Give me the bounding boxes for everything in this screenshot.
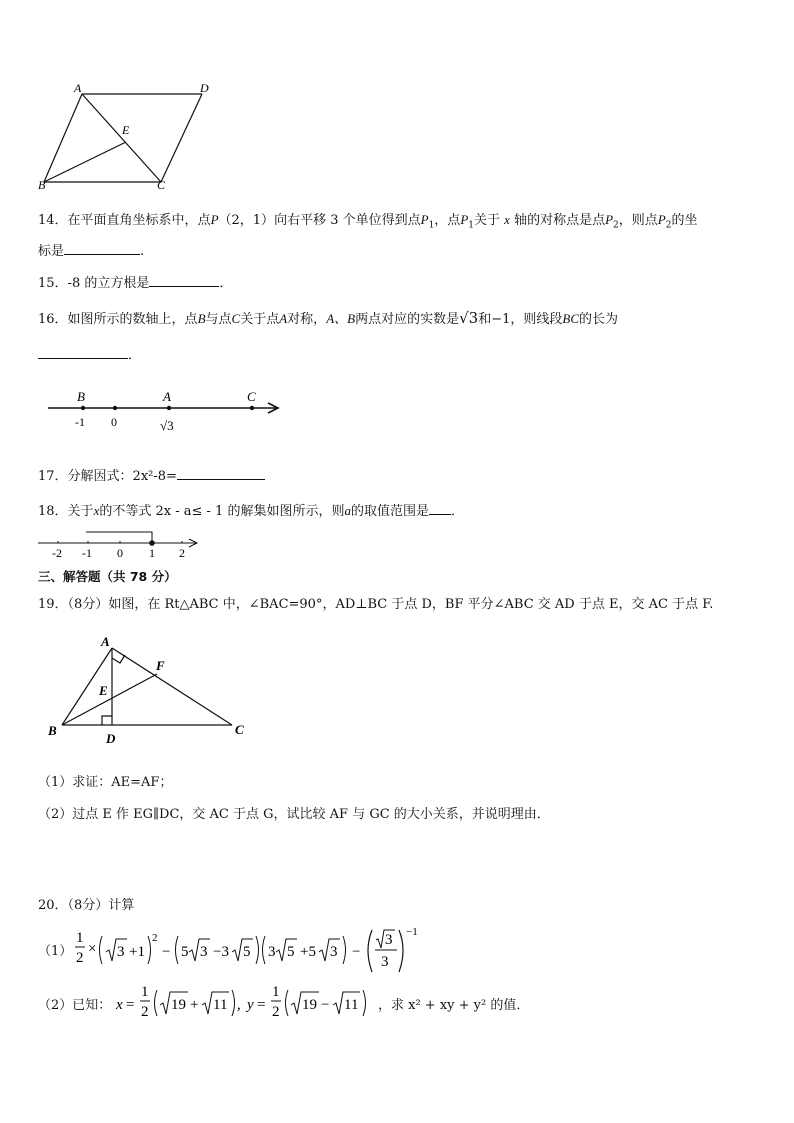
q16-A: A	[279, 311, 288, 326]
q18-end: ．	[450, 504, 464, 519]
svg-text:1: 1	[141, 984, 149, 1000]
nl18-tick-label: 0	[117, 546, 123, 560]
q19-sub1: （1）求证：AE=AF；	[38, 775, 173, 790]
q18-text1: 关于	[67, 504, 94, 519]
q16-text6: 和−1，则线段	[478, 312, 563, 327]
q14-number: 14．	[38, 213, 68, 228]
q14-p1b: P	[460, 212, 469, 227]
q16-text3: 关于点	[240, 312, 280, 327]
tri-label-E: E	[99, 683, 108, 698]
svg-text:3: 3	[385, 932, 393, 948]
nl16-tick-zero: 0	[111, 415, 117, 429]
svg-text:,: ,	[237, 997, 241, 1013]
q20-number: 20．	[38, 898, 68, 913]
tri-label-D: D	[106, 731, 116, 746]
svg-text:2: 2	[152, 932, 158, 944]
triangle-figure	[40, 632, 260, 747]
svg-text:y: y	[247, 997, 254, 1013]
q18-answer-blank[interactable]	[429, 502, 451, 515]
q16-B: B	[197, 311, 206, 326]
q18-text3: 的取值范围是	[350, 504, 429, 519]
question-14-line2	[38, 240, 144, 259]
svg-text:3: 3	[200, 944, 208, 960]
svg-text:5: 5	[243, 944, 251, 960]
question-15	[38, 272, 232, 291]
parallelogram-figure	[30, 78, 220, 193]
svg-text:−: −	[352, 944, 361, 960]
q16-answer-blank[interactable]	[38, 346, 128, 359]
q14-text4: 关于	[474, 213, 501, 228]
q16-number: 16．	[38, 312, 68, 327]
q16-text5: 两点对应的实数是	[355, 312, 460, 327]
nl16-tick-minus1: -1	[75, 415, 85, 429]
q18-text2: 的不等式 2x - a≤ - 1 的解集如图所示，则	[99, 504, 345, 519]
svg-text:−3: −3	[213, 944, 229, 960]
question-19	[38, 593, 713, 612]
q14-text1: 在平面直角坐标系中，点	[67, 213, 211, 228]
svg-text:19: 19	[171, 997, 186, 1013]
q17-answer-blank[interactable]	[177, 467, 265, 480]
svg-text:=: =	[257, 997, 266, 1013]
svg-text:−1: −1	[406, 926, 418, 938]
q20-formula-2	[114, 982, 404, 1026]
q20-formula-1	[72, 926, 432, 978]
q14-point-p: P	[210, 212, 219, 227]
question-16	[38, 308, 618, 327]
numberline-16	[40, 386, 285, 436]
q17-text: 分解因式：2x²-8=	[67, 469, 177, 484]
q20-text: 计算	[108, 898, 135, 913]
svg-text:+5: +5	[300, 944, 316, 960]
svg-text:5: 5	[181, 944, 189, 960]
q20-sub2-tail: ，求 x² + xy + y² 的值．	[378, 998, 530, 1013]
question-20	[38, 894, 134, 913]
q14-coords: （2，1）	[218, 213, 275, 228]
question-18	[38, 500, 464, 519]
svg-text:+1: +1	[129, 944, 145, 960]
q15-answer-blank[interactable]	[149, 274, 219, 287]
label-C: C	[157, 178, 166, 192]
q14-x: x	[504, 212, 510, 227]
q18-a: a	[344, 503, 351, 518]
q16-sqrt3: √3	[459, 309, 479, 327]
tri-label-B: B	[48, 723, 57, 738]
svg-text:3: 3	[268, 944, 276, 960]
nl16-label-B: B	[77, 389, 85, 404]
svg-text:11: 11	[344, 997, 359, 1013]
q20-sub1-label: （1）	[38, 944, 73, 959]
svg-text:19: 19	[302, 997, 317, 1013]
q14-sub2b: 2	[665, 220, 672, 231]
q16-end: ．	[128, 348, 142, 363]
q20-sub2-label: （2）已知：	[38, 998, 112, 1013]
svg-text:1: 1	[76, 930, 84, 946]
svg-text:=: =	[126, 997, 135, 1013]
question-14	[38, 209, 698, 231]
numberline-18	[36, 526, 206, 560]
q16-text4: 对称，	[287, 312, 327, 327]
svg-text:3: 3	[117, 944, 125, 960]
svg-text:3: 3	[330, 944, 338, 960]
q18-x: x	[93, 503, 100, 518]
q20-score: （8分）	[67, 898, 109, 913]
svg-text:11: 11	[213, 997, 228, 1013]
question-16-line2	[38, 344, 141, 363]
svg-text:×: ×	[88, 941, 97, 957]
tri-label-F: F	[156, 658, 165, 673]
label-B: B	[38, 178, 46, 192]
q14-sub1: 1	[428, 220, 435, 231]
q16-BC: BC	[562, 311, 579, 326]
q14-text7: 的坐	[671, 213, 698, 228]
label-E: E	[122, 123, 130, 137]
label-D: D	[200, 81, 209, 95]
nl18-tick-label: -2	[52, 546, 62, 560]
q15-text: -8 的立方根是	[67, 276, 150, 291]
q16-AB: A、B	[326, 311, 356, 326]
q19-text: 如图，在 Rt△ABC 中，∠BAC=90°，AD⊥BC 于点 D，BF 平分∠ABC 交 AD 于点 E，交 AC 于点 F.	[108, 597, 714, 612]
svg-text:5: 5	[287, 944, 295, 960]
q19-score: （8分）	[67, 597, 109, 612]
nl18-tick-label: -1	[82, 546, 92, 560]
q14-text2: 向右平移 3 个单位得到点	[274, 213, 421, 228]
nl16-label-C: C	[247, 389, 256, 404]
q18-number: 18．	[38, 504, 68, 519]
nl18-tick-label: 2	[179, 546, 185, 560]
q15-end: ．	[219, 276, 233, 291]
svg-text:3: 3	[381, 954, 389, 970]
svg-text:2: 2	[76, 950, 84, 966]
q17-number: 17．	[38, 469, 68, 484]
nl16-label-A: A	[163, 389, 171, 404]
q14-p2b: P	[657, 212, 666, 227]
q14-line2-text: 标是	[38, 244, 65, 259]
svg-text:x: x	[116, 997, 123, 1013]
section-3-title: 三、解答题（共 78 分）	[38, 569, 177, 584]
svg-text:−: −	[321, 997, 330, 1013]
nl16-tick-sqrt3: √3	[160, 418, 174, 433]
q15-number: 15．	[38, 276, 68, 291]
q14-text3: ，点	[434, 213, 461, 228]
label-A: A	[74, 81, 82, 95]
q16-text1: 如图所示的数轴上，点	[67, 312, 198, 327]
q16-text7: 的长为	[579, 312, 619, 327]
q14-text6: ，则点	[618, 213, 658, 228]
question-17	[38, 465, 265, 484]
svg-text:−: −	[162, 944, 171, 960]
svg-text:2: 2	[141, 1004, 149, 1020]
q14-p1: P	[420, 212, 429, 227]
q14-p2: P	[605, 212, 614, 227]
tri-label-C: C	[235, 722, 244, 737]
q14-answer-blank[interactable]	[64, 242, 140, 255]
svg-text:1: 1	[272, 984, 280, 1000]
svg-text:2: 2	[272, 1004, 280, 1020]
nl18-tick-label: 1	[149, 546, 155, 560]
q16-text2: 与点	[205, 312, 232, 327]
q19-number: 19．	[38, 597, 68, 612]
q14-end: .	[140, 244, 145, 259]
q19-sub2: （2）过点 E 作 EG∥DC，交 AC 于点 G，试比较 AF 与 GC 的大小关系，并说明理由．	[38, 807, 550, 822]
q14-sub1b: 1	[468, 220, 474, 231]
q14-text5: 轴的对称点是点	[514, 213, 606, 228]
q14-sub2: 2	[613, 220, 619, 231]
q16-C: C	[231, 311, 241, 326]
svg-text:+: +	[190, 997, 199, 1013]
tri-label-A: A	[101, 634, 110, 649]
